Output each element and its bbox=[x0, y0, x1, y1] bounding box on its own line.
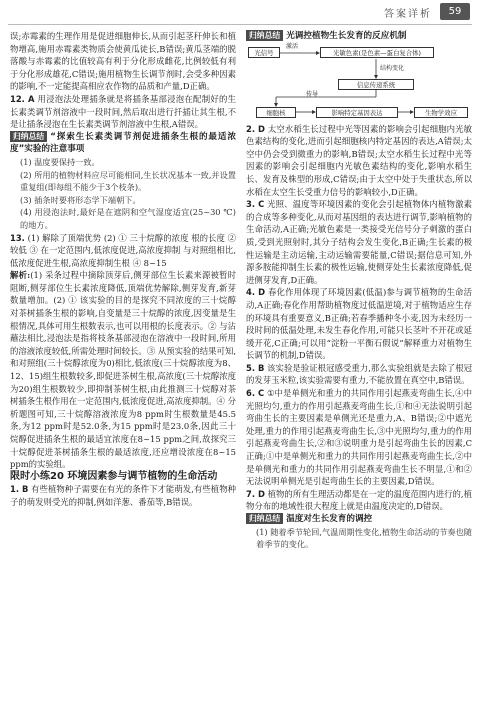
answer-13-number: 13. bbox=[10, 232, 25, 243]
answer-2 bbox=[246, 123, 472, 199]
answer-3-number: 3. C bbox=[246, 199, 265, 210]
left-column bbox=[10, 30, 236, 509]
structure-change-label: 结构变化 bbox=[380, 64, 405, 72]
tip-title-text: “探索生长素类调节剂促进插条生根的最适浓度”实验的注意事项 bbox=[10, 131, 236, 155]
header-divider bbox=[8, 24, 472, 25]
answer-s1-text: 有些植物种子需要在有光的条件下才能萌发,有些植物种子的萌发则受光的抑制,例如洋葱、番茄等,B错误。 bbox=[10, 484, 236, 507]
answer-7 bbox=[246, 488, 472, 513]
tip-item-2: (2) 所用的植物材料应尽可能相同,生长状况基本一致,并设置重复组(即每组不能少于3个枝条)。 bbox=[20, 169, 236, 193]
temperature-tip-item-1: (1) 随着季节轮回,气温周期性变化,植物生命活动的节奏也随着季节的变化。 bbox=[256, 526, 472, 550]
tip-item-1: (1) 温度要保持一致。 bbox=[20, 156, 100, 167]
answer-7-number: 7. D bbox=[246, 488, 265, 499]
answer-5 bbox=[246, 362, 472, 387]
paragraph-continued: 误;赤霉素的生理作用是促进细胞伸长,从而引起茎秆伸长和植物增高,施用赤霉素类物质会使黄瓜徒长,B错误;黄瓜茎端的脱落酸与赤霉素的比值较高有利于分化形成雌花,比例较低有利于分化形成雄花,C错误;施用植物生长调节剂时,会受多种因素的影响,不一定能提高相应农作物的品质和产量,D正确。 bbox=[10, 31, 236, 92]
answer-4-text: 春化作用体现了环境因素(低温)参与调节植物的生命活动,A正确;春化作用帮助植物度过低温逆境,对于植物适应生存的环境具有重要意义,B正确;若春季播种冬小麦,因为未经历一段时间的低温处理,未发生春化作用,可能只长茎叶不开花或延缓开花,C正确;可以用“淀粉一平衡石假说”解释重力对植物生长调节的机制,D错误。 bbox=[246, 287, 472, 361]
light-mechanism-diagram bbox=[246, 42, 472, 119]
answer-13-text: (1) 解除了顶端优势 (2) ① 三十烷醇的浓度 根的长度 ② 较低 ③ 在一定范围内,低浓度促进,高浓度抑制 与对照组相比,低浓度促进生根,高浓度抑制生根 ④ 8~15 bbox=[10, 232, 236, 268]
answer-12-text: 用浸泡法处理插条就是将插条基部浸泡在配制好的生长素类调节剂溶液中一段时间,然后取出进行扦插让其生根,不是让插条浸泡在生长素类调节剂溶液中生根,A错误。 bbox=[10, 93, 237, 130]
answer-3-text: 光照、温度等环境因素的变化会引起植物体内植物激素的合成等多种变化,从而对基因组的表达进行调节,影响植物的生命活动,A正确;光敏色素是一类接受光信号分子刺激的蛋白质,受到光照射时,其分子结构会发生变化,B正确;生长素的极性运输是主动运输,主动运输需要能量,C错误;据信息可知,外源多胺能抑制生长素的极性运输,使侧芽处生长素浓度降低,促进侧芽发育,D正确。 bbox=[246, 199, 473, 285]
answer-6-number: 6. C bbox=[246, 388, 265, 399]
answer-6 bbox=[246, 387, 472, 488]
mechanism-box-title bbox=[246, 30, 472, 43]
answer-3 bbox=[246, 198, 472, 286]
analysis-label: 解析: bbox=[10, 270, 31, 281]
activate-label: 激活 bbox=[286, 42, 299, 50]
tip-item-3: (3) 插条时要将形态学下端朝下。 bbox=[20, 194, 141, 205]
tip-box-title bbox=[10, 131, 236, 156]
answer-6-text: ①中是单侧光和重力的共同作用引起燕麦弯曲生长,④中光照均匀,重力的作用引起燕麦弯曲生长,①和④无法说明引起弯曲生长的主要因素是单侧光还是重力,A、B错误;②中遮光处理,重力的作用引起燕麦弯曲生长,③中光照均匀,重力的作用引起燕麦弯曲生长,②和③说明重力是引起弯曲生长的因素,C正确;①中是单侧光和重力的共同作用引起燕麦弯曲生长,②中是单侧光和重力的共同作用引起燕麦弯曲生长不明显,①和②无法说明单侧光是引起弯曲生长的主要因素,D错误。 bbox=[246, 388, 472, 487]
answer-2-number: 2. D bbox=[246, 123, 266, 134]
right-column bbox=[246, 30, 472, 551]
phytochrome-box: 光敏色素(是色素—蛋白复合体) bbox=[320, 47, 434, 58]
tip-tag: 归纳总结 bbox=[10, 131, 47, 142]
analysis-text: (1) 采条过程中摘除顶芽后,侧芽部位生长素来源被暂时阻断,侧芽部位生长素浓度降低,顶端优势解除,侧芽发育,新芽数量增加。(2) ① 该实验的目的是探究不同浓度的三十烷醇对茶树插条生根的影响,自变量是三十烷醇的浓度,因变量是生根情况,具体可用生根数表示,也可以用根的长度表示。② 与沾蘸法相比,浸泡法是指将枝条基部浸泡在溶液中一段时间,所用的溶液浓度较低,所需处理时间较长。③ 从预实验的结果可知,和对照组(三十烷醇浓度为0)相比,低浓度(三十烷醇浓度为8、12、15)组生根数较多,即促进茶树生根,高浓度(三十烷醇浓度为20)组生根数较少,即抑制茶树生根,由此推测三十烷醇对茶树插条生根作用在一定范围内,低浓度促进,高浓度抑制。④ 分析题图可知,三十烷醇溶液浓度为8 ppm时生根数量是45.5条,为12 ppm时是52.0条,为15 ppm时是23.0条,因此三十烷醇促进插条生根的最适宜浓度在8~15 ppm之间,故探究三十烷醇促进茶树插条生根的最适浓度,还应增设浓度在8~15 ppm的实验组。 bbox=[10, 270, 237, 470]
temperature-tip-title bbox=[246, 513, 472, 526]
temperature-tip-tag: 归纳总结 bbox=[246, 513, 283, 524]
answer-s1-number: 1. B bbox=[10, 484, 29, 495]
transmit-label: 传导 bbox=[306, 90, 319, 98]
header-title: 答案详析 bbox=[384, 9, 432, 20]
gene-expression-box: 影响特定基因表达 bbox=[316, 107, 398, 118]
tip-item-4: (4) 用浸泡法时,最好是在遮阴和空气湿度适宜(25~30 ℃)的地方。 bbox=[20, 207, 236, 230]
section-title: 限时小练20 环境因素参与调节植物的生命活动 bbox=[10, 470, 218, 482]
page-number: 59 bbox=[440, 3, 470, 20]
answer-4-number: 4. D bbox=[246, 287, 266, 298]
biological-effect-box: 生物学效应 bbox=[414, 107, 468, 118]
answer-12 bbox=[10, 93, 236, 131]
signal-system-box: 信息传递系统 bbox=[338, 79, 414, 90]
answer-5-text: 该实验是验证根冠感受重力,那么实验组就是去除了根冠的发芽玉米粒,该实验需要有重力,不能放置在真空中,B错误。 bbox=[246, 362, 472, 386]
answer-7-text: 植物的所有生理活动都是在一定的温度范围内进行的,植物分布的地域性很大程度上就是由温度决定的,D错误。 bbox=[246, 488, 472, 512]
answer-5-number: 5. B bbox=[246, 362, 265, 373]
answer-s1 bbox=[10, 483, 236, 508]
analysis bbox=[10, 269, 236, 471]
answer-12-number: 12. A bbox=[10, 93, 35, 104]
answer-13 bbox=[10, 232, 236, 270]
light-signal-box: 光信号 bbox=[248, 47, 280, 58]
mechanism-title-text: 光调控植物生长发育的反应机制 bbox=[286, 31, 407, 41]
answer-2-text: 太空水稻生长过程中光等因素的影响会引起细胞内光敏色素结构的变化,进而引起细胞核内特定基因的表达,A错误;太空中仍会受到微重力的影响,B错误;太空水稻生长过程中光等因素的影响会引起细胞内光敏色素结构的变化,影响水稻生长、发育及株型的形成,C错误;由于太空中处于失重状态,所以水稻在太空生长受重力信号的影响较小,D正确。 bbox=[246, 123, 472, 197]
answer-4 bbox=[246, 286, 472, 362]
mechanism-tag: 归纳总结 bbox=[246, 30, 283, 41]
nucleus-box: 细胞核 bbox=[256, 107, 296, 118]
temperature-tip-title-text: 温度对生长发育的调控 bbox=[286, 514, 373, 524]
page-header bbox=[0, 0, 480, 26]
